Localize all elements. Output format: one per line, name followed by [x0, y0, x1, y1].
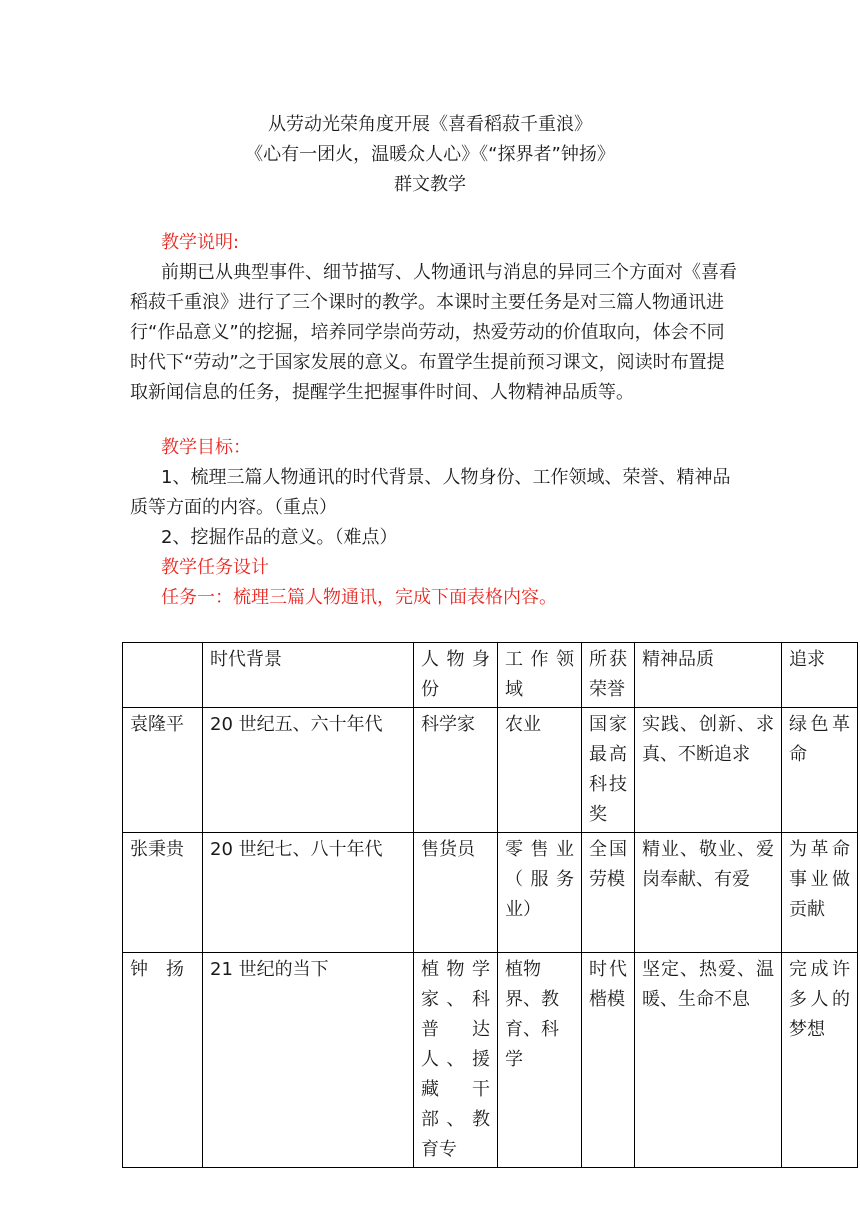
- task1-heading: 任务一：梳理三篇人物通讯，完成下面表格内容。: [161, 587, 557, 608]
- table-header-cell: 人物身份: [414, 643, 498, 708]
- title-line-3: 群文教学: [394, 174, 466, 195]
- table-cell: 植物学家、科普达人、援藏干部、教育专: [414, 953, 498, 1168]
- table-cell: 坚定、热爱、温暖、生命不息: [635, 953, 782, 1168]
- table-cell: 绿色革命: [782, 708, 858, 833]
- table-row: [123, 708, 858, 833]
- table-cell: 零售业（服务业）: [498, 833, 582, 953]
- table-header-cell: [123, 643, 203, 708]
- table-cell: 精业、敬业、爱岗奉献、有爱: [635, 833, 782, 953]
- intro-paragraph: 前期已从典型事件、细节描写、人物通讯与消息的异同三个方面对《喜看稻菽千重浪》进行了三个课时的教学。本课时主要任务是对三篇人物通讯进行“作品意义”的挖掘，培养同学崇尚劳动，热爱劳动的价值取向，体会不同时代下“劳动”之于国家发展的意义。布置学生提前预习课文，阅读时布置提取新闻信息的任务，提醒学生把握事件时间、人物精神品质等。: [130, 262, 737, 403]
- table-row: [123, 953, 858, 1168]
- table-header-cell: 追求: [782, 643, 858, 708]
- table-cell: 袁隆平: [123, 708, 203, 833]
- table-cell: 21 世纪的当下: [203, 953, 414, 1168]
- table-header-cell: 工作领域: [498, 643, 582, 708]
- table-cell: 农业: [498, 708, 582, 833]
- table-cell: 售货员: [414, 833, 498, 953]
- table-header-cell: 所获荣誉: [582, 643, 635, 708]
- table-row: [123, 833, 858, 953]
- table-cell: 植物界、教育、科学: [498, 953, 582, 1168]
- table-header-cell: 精神品质: [635, 643, 782, 708]
- title-line-1: 从劳动光荣角度开展《喜看稻菽千重浪》: [268, 114, 592, 135]
- summary-table: [122, 642, 858, 1168]
- table-cell: 为革命事业做贡献: [782, 833, 858, 953]
- table-cell: 全国劳模: [582, 833, 635, 953]
- table-header-cell: 时代背景: [203, 643, 414, 708]
- table-cell: 张秉贵: [123, 833, 203, 953]
- table-header-row: [123, 643, 858, 708]
- table-cell: 20 世纪七、八十年代: [203, 833, 414, 953]
- goals-heading: 教学目标：: [161, 437, 251, 458]
- table-cell: 科学家: [414, 708, 498, 833]
- table-cell: 实践、创新、求真、不断追求: [635, 708, 782, 833]
- table-cell: 时代楷模: [582, 953, 635, 1168]
- table-cell: 国家最高科技奖: [582, 708, 635, 833]
- table-cell: 完成许多人的梦想: [782, 953, 858, 1168]
- intro-heading: 教学说明:: [161, 232, 240, 253]
- goal-item-1: 1、梳理三篇人物通讯的时代背景、人物身份、工作领域、荣誉、精神品质等方面的内容。（重点）: [130, 467, 731, 518]
- goal-item-2: 2、挖掘作品的意义。（难点）: [161, 527, 398, 548]
- design-heading: 教学任务设计: [161, 557, 269, 578]
- title-line-2: 《心有一团火，温暖众人心》《“探界者”钟扬》: [245, 144, 615, 165]
- table-cell: 20 世纪五、六十年代: [203, 708, 414, 833]
- table-cell: 钟 扬: [123, 953, 203, 1168]
